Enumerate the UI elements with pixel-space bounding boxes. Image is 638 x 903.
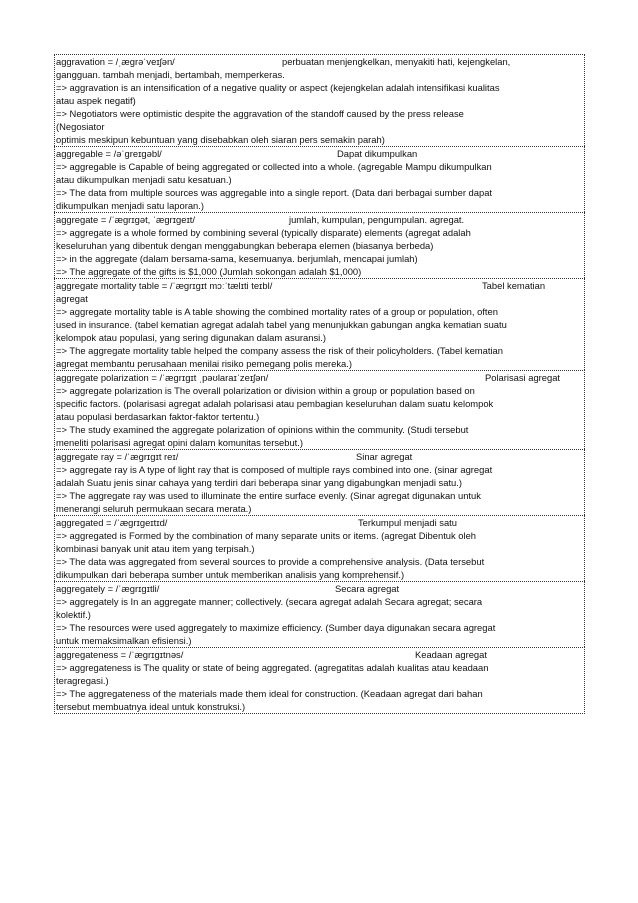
meaning: Tabel kematian [482,280,546,291]
line: agregat [56,293,88,304]
entry-aggregate [54,212,585,278]
line: => The aggregate mortality table helped the company assess the risk of their policyholders. (Tabel kematian [56,345,503,356]
line: agregat membantu perusahaan menilai risiko pemegang polis mereka.) [56,358,352,369]
entry-header [56,582,583,595]
term: aggregately = /ˈæɡrɪɡɪtli/ [56,583,160,594]
line: => aggravation is an intensification of a negative quality or aspect (kejengkelan adalah intensifikasi kualitas [56,82,500,93]
meaning: Terkumpul menjadi satu [358,517,458,528]
entry-header [56,371,583,384]
line: dikumpulkan menjadi satu laporan.) [56,200,204,211]
term: aggregate ray = /ˈæɡrɪɡɪt reɪ/ [56,451,179,462]
line: kombinasi banyak unit atau item yang terpisah.) [56,543,255,554]
line: => The data was aggregated from several sources to provide a comprehensive analysis. (Data tersebut [56,556,485,567]
line: atau populasi berdasarkan faktor-faktor tertentu.) [56,411,260,422]
line: => aggregately is In an aggregate manner; collectively. (secara agregat adalah Secara agregat; secara [56,596,483,607]
term: aggregated = /ˈæɡrɪɡeɪtɪd/ [56,517,168,528]
line: (Negosiator [56,121,105,132]
entry-header [56,450,583,463]
line: => The aggregate of the gifts is $1,000 (Jumlah sokongan adalah $1,000) [56,266,362,277]
meaning: jumlah, kumpulan, pengumpulan. agregat. [289,214,465,225]
entry-aggregate-mortality-table [54,278,585,370]
line: keseluruhan yang dibentuk dengan menggabungkan beberapa elemen (biasanya berbeda) [56,240,434,251]
line: menerangi seluruh permukaan secara merata.) [56,503,252,514]
line: meneliti polarisasi agregat opini dalam komunitas tersebut.) [56,437,304,448]
meaning: Polarisasi agregat [485,372,561,383]
line: => The resources were used aggregately to maximize efficiency. (Sumber daya digunakan secara agregat [56,622,496,633]
line: kolektif.) [56,609,91,620]
entry-header [56,648,583,661]
meaning: Keadaan agregat [415,649,487,660]
line: adalah Suatu jenis sinar cahaya yang terdiri dari beberapa sinar yang digabungkan menjadi satu.) [56,477,462,488]
term: aggregate = /ˈæɡrɪɡət, ˈæɡrɪɡeɪt/ [56,214,195,225]
line: => aggregable is Capable of being aggregated or collected into a whole. (agregable Mampu dikumpulkan [56,161,492,172]
line: atau dikumpulkan menjadi satu kesatuan.) [56,174,232,185]
entry-header [56,279,583,292]
glossary-page [54,54,585,714]
line: teragregasi.) [56,675,109,686]
entry-aggravation [54,54,585,146]
line: => aggregate ray is A type of light ray that is composed of multiple rays combined into one. (sinar agregat [56,464,493,475]
line: => aggregated is Formed by the combination of many separate units or items. (agregat Dibentuk oleh [56,530,477,541]
entry-header [56,147,583,160]
term: aggravation = /ˌæɡrəˈveɪʃən/ [56,56,175,67]
line: specific factors. (polarisasi agregat adalah polarisasi atau pembagian keseluruhan dalam suatu kelompok [56,398,494,409]
line: => aggregateness is The quality or state of being aggregated. (agregatitas adalah kualitas atau keadaan [56,662,489,673]
meaning: perbuatan menjengkelkan, menyakiti hati, kejengkelan, [282,56,511,67]
term: aggregateness = /ˈæɡrɪɡɪtnəs/ [56,649,184,660]
entry-aggregate-ray [54,449,585,515]
entry-header [56,55,583,68]
term: aggregable = /əˈɡreɪɡəbl/ [56,148,162,159]
line: => aggregate is a whole formed by combining several (typically disparate) elements (agregat adalah [56,227,471,238]
line: gangguan. tambah menjadi, bertambah, memperkeras. [56,69,285,80]
term: aggregate polarization = /ˈæɡrɪɡɪt ˌpəʊlaraɪˈzeɪʃən/ [56,372,269,383]
line: dikumpulkan dari beberapa sumber untuk memberikan analisis yang komprehensif.) [56,569,405,580]
line: => aggregate mortality table is A table showing the combined mortality rates of a group or population, often [56,306,498,317]
line: => Negotiators were optimistic despite the aggravation of the standoff caused by the press release [56,108,464,119]
line: tersebut membuatnya ideal untuk konstruksi.) [56,701,246,712]
entry-header [56,213,583,226]
line: => in the aggregate (dalam bersama-sama, kesemuanya. berjumlah, mencapai jumlah) [56,253,418,264]
entry-aggregable [54,146,585,212]
line: optimis meskipun kebuntuan yang disebabkan oleh siaran pers semakin parah) [56,134,385,145]
line: => The data from multiple sources was aggregable into a single report. (Data dari berbagai sumber dapat [56,187,493,198]
line: atau aspek negatif) [56,95,136,106]
entry-header [56,516,583,529]
meaning: Dapat dikumpulkan [337,148,418,159]
meaning: Secara agregat [335,583,400,594]
entry-aggregately [54,581,585,647]
line: used in insurance. (tabel kematian agregat adalah tabel yang menunjukkan gabungan angka kematian suatu [56,319,507,330]
line: => The aggregateness of the materials made them ideal for construction. (Keadaan agregat dari bahan [56,688,483,699]
line: => The aggregate ray was used to illuminate the entire surface evenly. (Sinar agregat digunakan untuk [56,490,481,501]
entry-aggregate-polarization [54,370,585,449]
line: => The study examined the aggregate polarization of opinions within the community. (Studi tersebut [56,424,469,435]
entry-aggregated [54,515,585,581]
line: => aggregate polarization is The overall polarization or division within a group or population based on [56,385,475,396]
line: kelompok atau populasi, yang sering digunakan dalam asuransi.) [56,332,326,343]
line: untuk memaksimalkan efisiensi.) [56,635,192,646]
meaning: Sinar agregat [356,451,413,462]
term: aggregate mortality table = /ˈæɡrɪɡɪt mɔːˈtælɪti teɪbl/ [56,280,273,291]
entry-aggregateness [54,647,585,714]
